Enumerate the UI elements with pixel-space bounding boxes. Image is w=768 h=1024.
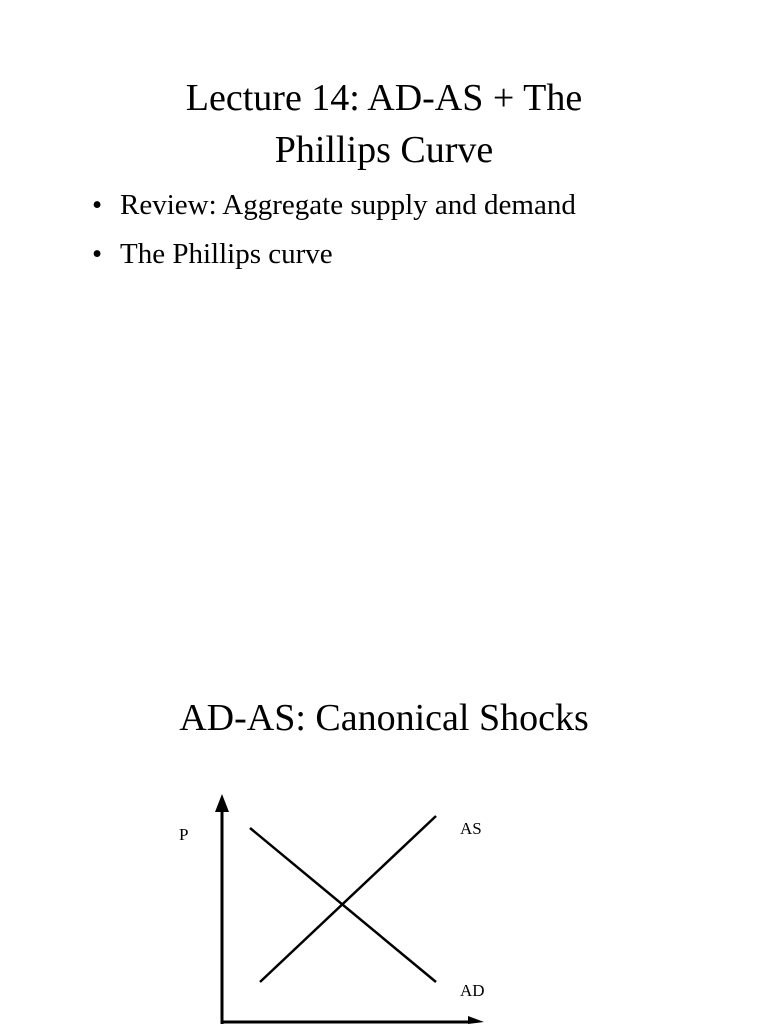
as-label: AS [460, 819, 482, 838]
slide-title: AD-AS: Canonical Shocks [179, 697, 589, 739]
slide-canonical-shocks [0, 512, 768, 1024]
bullet-glyph: • [92, 189, 103, 221]
as-curve [260, 816, 436, 982]
slide-title [0, 72, 768, 176]
bullet-text: Review: Aggregate supply and demand [120, 189, 576, 221]
bullet-item [92, 233, 576, 275]
ad-curve [250, 828, 436, 982]
bullet-glyph: • [92, 238, 103, 270]
y-axis-arrow-icon [215, 794, 229, 812]
title-line-1: Lecture 14: AD-AS + The [185, 77, 583, 119]
bullet-item [92, 184, 576, 226]
bullet-list [92, 184, 576, 282]
ad-as-diagram [0, 782, 768, 1024]
y-axis-label: P [179, 825, 189, 844]
title-line-2: Phillips Curve [274, 129, 494, 171]
ad-label: AD [460, 981, 485, 1000]
x-axis-arrow-icon [468, 1016, 484, 1024]
bullet-text: The Phillips curve [120, 238, 333, 270]
